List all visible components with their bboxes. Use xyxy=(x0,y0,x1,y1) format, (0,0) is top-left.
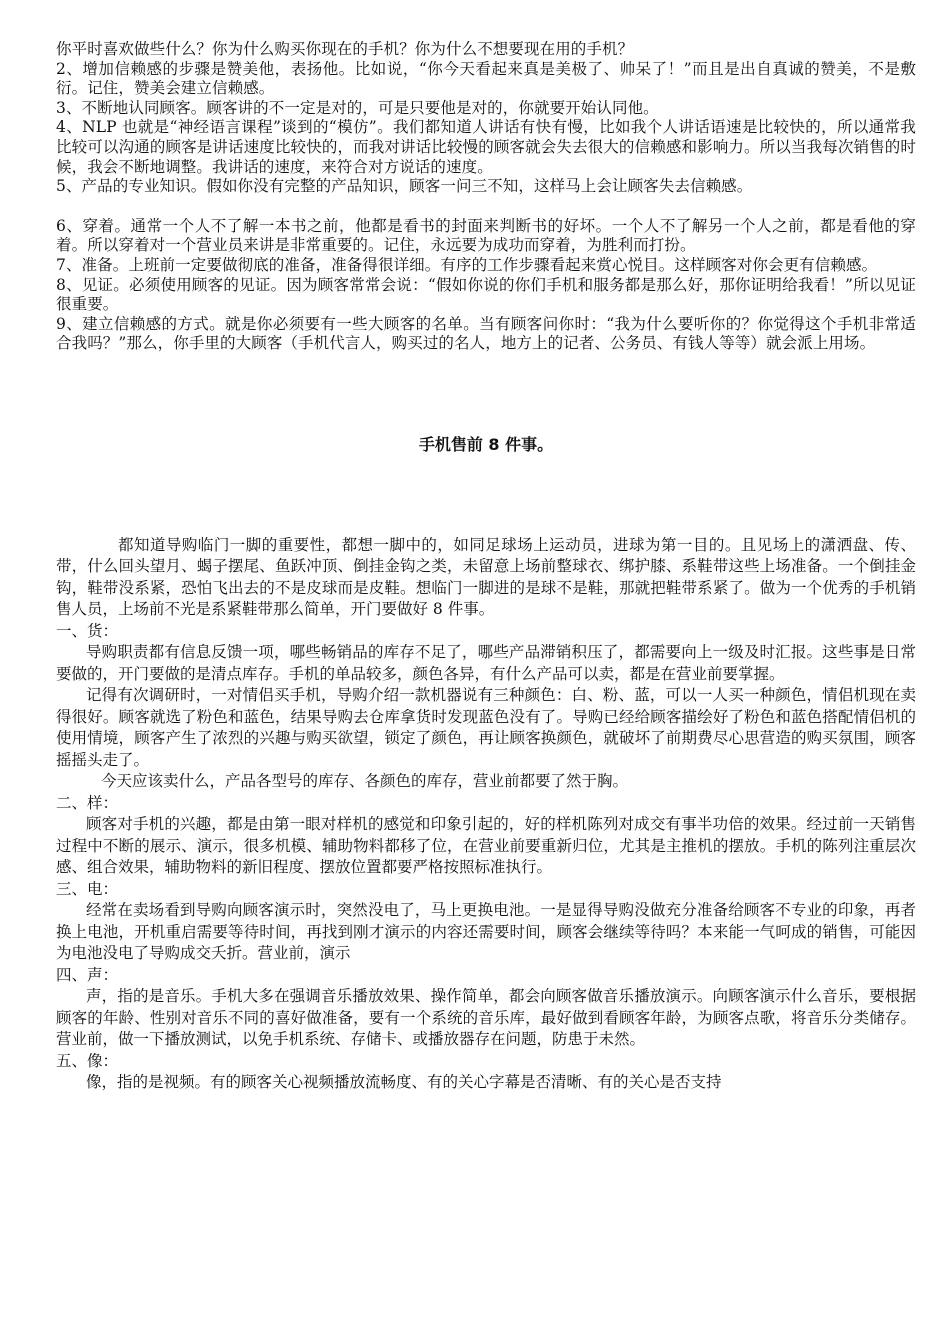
question-line: 你平时喜欢做些什么？你为什么购买你现在的手机？你为什么不想要现在用的手机？ xyxy=(56,40,634,58)
item-paragraph: 顾客对手机的兴趣，都是由第一眼对样机的感觉和印象引起的，好的样机陈列对成交有事半功倍的效果。经过前一天销售过程中不断的展示、演示，很多机模、辅助物料都移了位，在营业前要重新归位，尤其是主推机的摆放。手机的陈列注重层次感、组合效果，辅助物料的新旧程度、摆放位置都要严格按照标准执行。 xyxy=(56,815,916,877)
tip-7: 7、准备。上班前一定要做彻底的准备，准备得很详细。有序的工作步骤看起来赏心悦目。这样顾客对你会更有信赖感。 xyxy=(56,255,878,274)
item-heading: 五、像： xyxy=(56,1051,119,1070)
tip-3: 3、不断地认同顾客。顾客讲的不一定是对的，可是只要他是对的，你就要开始认同他。 xyxy=(56,98,659,117)
item-paragraph: 今天应该卖什么，产品各型号的库存、各颜色的库存，营业前都要了然于胸。 xyxy=(101,772,629,791)
item-paragraph: 经常在卖场看到导购向顾客演示时，突然没电了，马上更换电池。一是显得导购没做充分准备给顾客不专业的印象，再者换上电池，开机重启需要等待时间，再找到刚才演示的内容还需要时间，顾客会继续等待吗？本来能一气呵成的销售，可能因为电池没电了导购成交夭折。营业前，演示 xyxy=(56,901,916,963)
item-heading: 二、样： xyxy=(56,793,119,812)
intro-paragraph: 都知道导购临门一脚的重要性，都想一脚中的，如同足球场上运动员，进球为第一目的。且见场上的潇洒盘、传、带，什么回头望月、蝎子摆尾、鱼跃冲顶、倒挂金钩之类，未留意上场前整球衣、绑护膝、系鞋带这些上场准备。一个倒挂金钩，鞋带没系紧，恐怕飞出去的不是皮球而是皮鞋。想临门一脚进的是球不是鞋，那就把鞋带系紧了。做为一个优秀的手机销售人员，上场前不光是系紧鞋带那么简单，开门要做好 8 件事。 xyxy=(56,535,916,619)
tip-2: 2、增加信赖感的步骤是赞美他，表扬他。比如说，“你今天看起来真是美极了、帅呆了！”而且是出自真诚的赞美，不是敷衍。记住，赞美会建立信赖感。 xyxy=(56,59,916,98)
item-paragraph: 记得有次调研时，一对情侣买手机，导购介绍一款机器说有三种颜色：白、粉、蓝，可以一人买一种颜色，情侣机现在卖得很好。顾客就选了粉色和蓝色，结果导购去仓库拿货时发现蓝色没有了。导购已经给顾客描绘好了粉色和蓝色搭配情侣机的使用情境，顾客产生了浓烈的兴趣与购买欲望，锁定了颜色，再让顾客换颜色，就破坏了前期费尽心思营造的购买氛围，顾客摇摇头走了。 xyxy=(56,686,916,769)
trust-building-section xyxy=(56,40,916,354)
document-page xyxy=(56,40,916,1094)
item-paragraph: 像，指的是视频。有的顾客关心视频播放流畅度、有的关心字幕是否清晰、有的关心是否支持 xyxy=(86,1073,722,1092)
tip-5: 5、产品的专业知识。假如你没有完整的产品知识，顾客一问三不知，这样马上会让顾客失去信赖感。 xyxy=(56,177,753,196)
section-title: 手机售前 8 件事。 xyxy=(418,434,554,454)
presale-section xyxy=(56,535,916,1094)
item-paragraph: 导购职责都有信息反馈一项，哪些畅销品的库存不足了，哪些产品滞销积压了，都需要向上一级及时汇报。这些事是日常要做的，开门要做的是清点库存。手机的单品较多，颜色各异，有什么产品可以卖，都是在营业前要掌握。 xyxy=(56,643,916,683)
item-heading: 一、货： xyxy=(56,621,119,640)
tip-9: 9、建立信赖感的方式。就是你必须要有一些大顾客的名单。当有顾客问你时：“我为什么要听你的？你觉得这个手机非常适合我吗？”那么，你手里的大顾客（手机代言人，购买过的名人，地方上的记者、公务员、有钱人等等）就会派上用场。 xyxy=(56,314,916,353)
item-heading: 三、电： xyxy=(56,879,119,898)
tip-4: 4、NLP 也就是“神经语言课程”谈到的“模仿”。我们都知道人讲话有快有慢，比如我个人讲话语速是比较快的，所以通常我比较可以沟通的顾客是讲话速度比较快的，而我对讲话比较慢的顾客就会失去很大的信赖感和影响力。所以当我每次销售的时候，我会不断地调整。我讲话的速度，来符合对方说话的速度。 xyxy=(56,118,916,176)
item-heading: 四、声： xyxy=(56,965,119,984)
paragraph-gap xyxy=(56,197,916,217)
tip-6: 6、穿着。通常一个人不了解一本书之前，他都是看书的封面来判断书的好坏。一个人不了解另一个人之前，都是看他的穿着。所以穿着对一个营业员来讲是非常重要的。记住，永远要为成功而穿着，为胜利而打扮。 xyxy=(56,216,916,255)
tip-8: 8、见证。必须使用顾客的见证。因为顾客常常会说：“假如你说的你们手机和服务都是那么好，那你证明给我看！”所以见证很重要。 xyxy=(56,275,916,314)
item-paragraph: 声，指的是音乐。手机大多在强调音乐播放效果、操作简单，都会向顾客做音乐播放演示。向顾客演示什么音乐，要根据顾客的年龄、性别对音乐不同的喜好做准备，要有一个系统的音乐库，最好做到看顾客年龄，为顾客点歌，将音乐分类储存。营业前，做一下播放测试，以免手机系统、存储卡、或播放器存在问题，防患于未然。 xyxy=(56,987,916,1049)
